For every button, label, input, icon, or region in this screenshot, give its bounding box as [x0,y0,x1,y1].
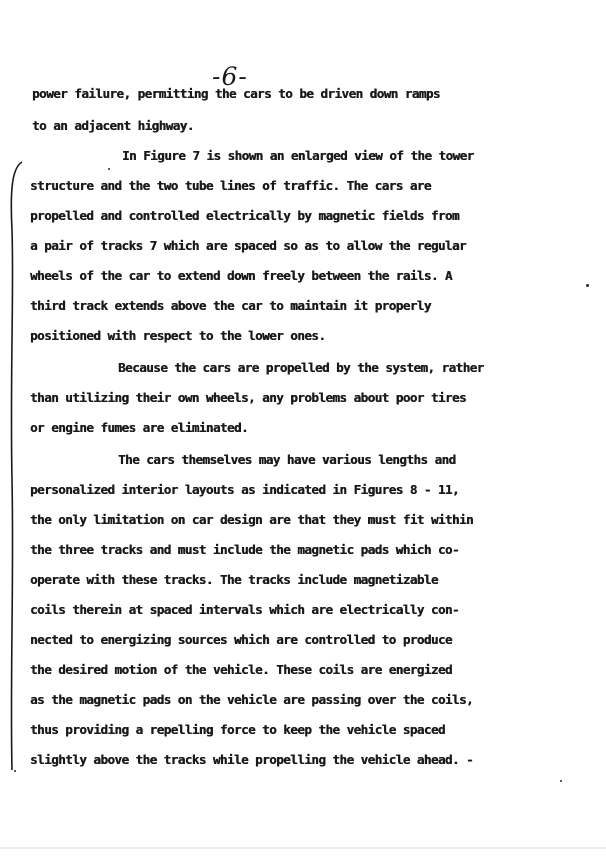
text-line-22: thus providing a repelling force to keep the vehicle spaced [30,722,445,737]
scan-speck [586,284,589,287]
page-number: -6- [212,62,248,91]
text-line-6: a pair of tracks 7 which are spaced so as to allow the regular [30,238,466,253]
text-line-12: or engine fumes are eliminated. [30,420,248,435]
text-line-3: In Figure 7 is shown an enlarged view of the tower [122,148,474,163]
scan-speck [108,168,110,170]
text-line-10: Because the cars are propelled by the system, rather [118,360,484,375]
text-line-17: operate with these tracks. The tracks include magnetizable [30,572,438,587]
text-line-9: positioned with respect to the lower ones. [30,328,326,343]
text-line-13: The cars themselves may have various lengths and [118,452,456,467]
text-line-23: slightly above the tracks while propelling the vehicle ahead. - [30,752,474,767]
text-line-14: personalized interior layouts as indicated in Figures 8 - 11, [30,482,459,497]
text-line-11: than utilizing their own wheels, any problems about poor tires [30,390,466,405]
text-line-4: structure and the two tube lines of traffic. The cars are [30,178,431,193]
text-line-8: third track extends above the car to maintain it properly [30,298,431,313]
text-line-19: nected to energizing sources which are controlled to produce [30,632,452,647]
text-line-21: as the magnetic pads on the vehicle are passing over the coils, [30,692,474,707]
text-line-18: coils therein at spaced intervals which are electrically con- [30,602,459,617]
scan-edge-line [0,847,606,849]
text-line-7: wheels of the car to extend down freely between the rails. A [30,268,452,283]
text-line-2: to an adjacent highway. [32,118,194,133]
text-line-16: the three tracks and must include the magnetic pads which co- [30,542,459,557]
text-line-15: the only limitation on car design are that they must fit within [30,512,474,527]
text-line-1: power failure, permitting the cars to be driven down ramps [32,86,440,101]
scan-speck [14,770,16,772]
text-line-20: the desired motion of the vehicle. These coils are energized [30,662,452,677]
margin-bracket-mark [6,160,26,780]
text-line-5: propelled and controlled electrically by magnetic fields from [30,208,459,223]
scan-speck [560,780,562,782]
